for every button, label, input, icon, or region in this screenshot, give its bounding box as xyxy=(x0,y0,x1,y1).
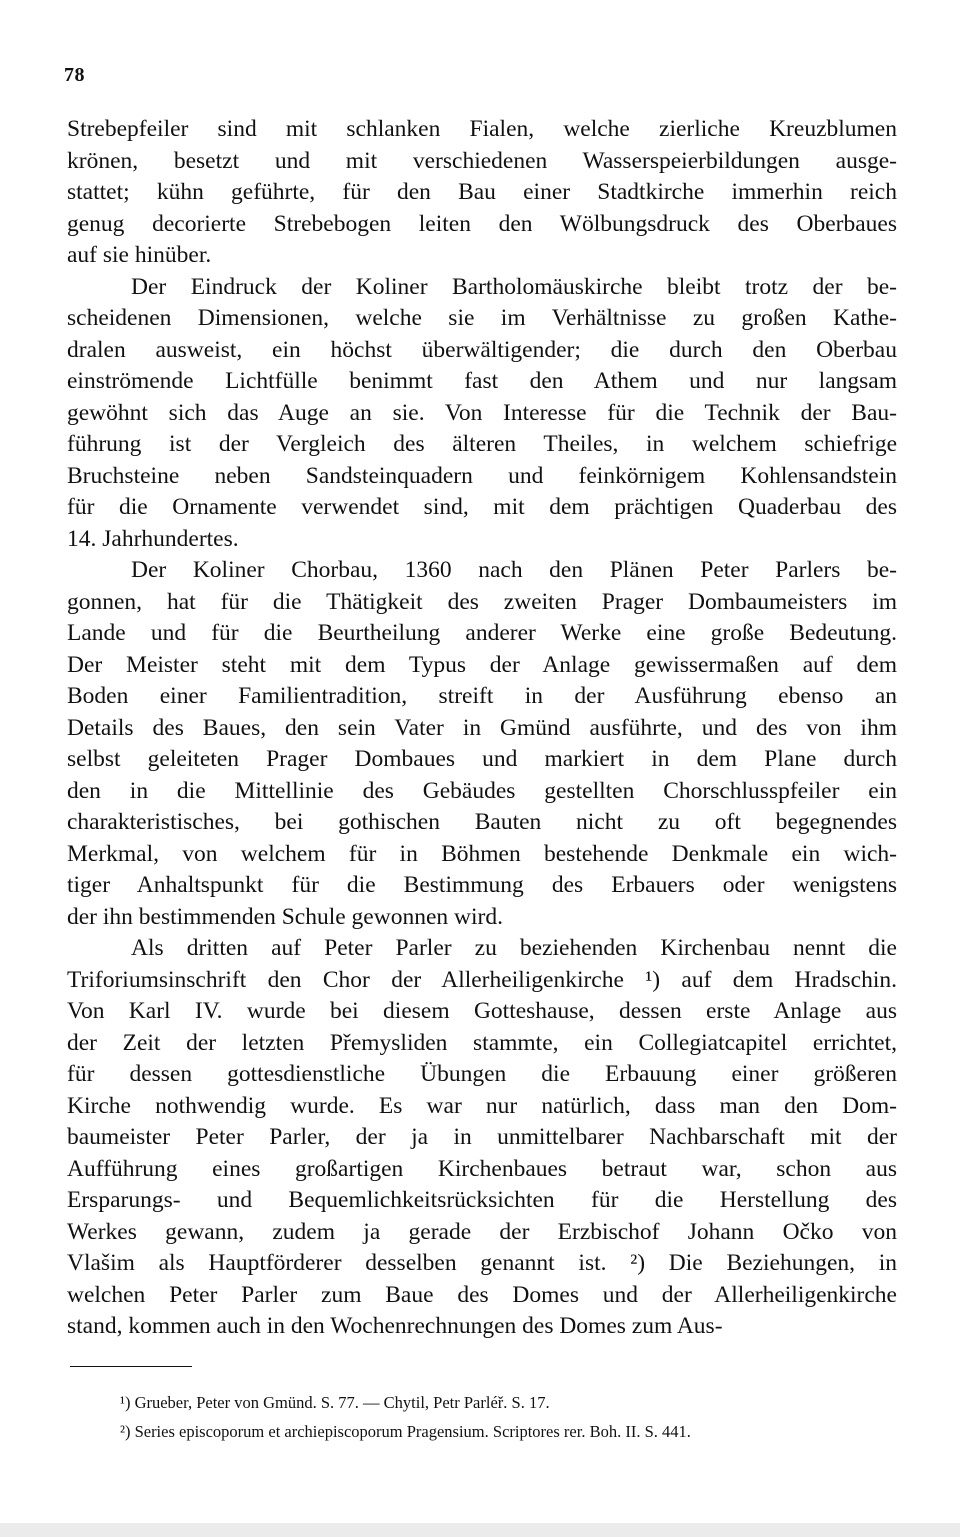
text-line: Kirche nothwendig wurde. Es war nur natürlich, dass man den Dom- xyxy=(67,1092,897,1119)
text-line: baumeister Peter Parler, der ja in unmittelbarer Nachbarschaft mit der xyxy=(67,1124,897,1150)
text-line: Vlašim als Hauptförderer desselben genannt ist. ²) Die Beziehungen, in xyxy=(67,1250,897,1276)
text-line: der Zeit der letzten Přemysliden stammte, ein Collegiatcapitel errichtet, xyxy=(67,1029,897,1056)
text-line: auf sie hinüber. xyxy=(67,242,212,268)
paragraph xyxy=(67,933,897,1343)
text-line: gonnen, hat für die Thätigkeit des zweiten Prager Dombaumeisters im xyxy=(67,588,897,615)
text-line: welchen Peter Parler zum Baue des Domes und der Allerheiligenkirche xyxy=(67,1281,897,1308)
text-line: Bruchsteine neben Sandsteinquadern und feinkörnigem Kohlensandstein xyxy=(67,462,897,489)
text-line: für dessen gottesdienstliche Übungen die Erbauung einer größeren xyxy=(67,1061,897,1087)
text-line: stand, kommen auch in den Wochenrechnungen des Domes zum Aus- xyxy=(67,1313,723,1339)
text-line: der ihn bestimmenden Schule gewonnen wird. xyxy=(67,903,503,930)
text-line: tiger Anhaltspunkt für die Bestimmung des Erbauers oder wenigstens xyxy=(67,872,897,898)
page-number: 78 xyxy=(64,64,85,86)
text-line: Strebepfeiler sind mit schlanken Fialen, welche zierliche Kreuzblumen xyxy=(67,116,897,142)
text-line: selbst geleiteten Prager Dombaues und markiert in dem Plane durch xyxy=(67,746,897,772)
text-line: Merkmal, von welchem für in Böhmen bestehende Denkmale ein wich- xyxy=(67,840,897,867)
text-line: den in die Mittellinie des Gebäudes gestellten Chorschlusspfeiler ein xyxy=(67,777,897,804)
text-line: Der Koliner Chorbau, 1360 nach den Plänen Peter Parlers be- xyxy=(131,557,897,583)
text-line: charakteristisches, bei gothischen Bauten nicht zu oft begegnendes xyxy=(67,809,897,835)
text-line: Triforiumsinschrift den Chor der Allerheiligenkirche ¹) auf dem Hradschin. xyxy=(67,966,897,993)
text-line: genug decorierte Strebebogen leiten den Wölbungsdruck des Oberbaues xyxy=(67,210,897,237)
text-line: Lande und für die Beurtheilung anderer Werke eine große Bedeutung. xyxy=(67,620,897,646)
text-line: Boden einer Familientradition, streift in der Ausführung ebenso an xyxy=(67,683,897,709)
paragraph xyxy=(67,114,897,272)
footnote-separator xyxy=(70,1366,192,1367)
text-line: einströmende Lichtfülle benimmt fast den Athem und nur langsam xyxy=(67,368,897,394)
footnotes xyxy=(120,1388,910,1446)
text-line: Details des Baues, den sein Vater in Gmünd ausführte, und des von ihm xyxy=(67,714,897,741)
body-text xyxy=(67,114,897,1343)
text-line: scheidenen Dimensionen, welche sie im Verhältnisse zu großen Kathe- xyxy=(67,305,897,331)
text-line: für die Ornamente verwendet sind, mit dem prächtigen Quaderbau des xyxy=(67,494,897,520)
text-line: führung ist der Vergleich des älteren Theiles, in welchem schiefrige xyxy=(67,431,897,457)
text-line: stattet; kühn geführte, für den Bau einer Stadtkirche immerhin reich xyxy=(67,179,897,205)
text-line: Aufführung eines großartigen Kirchenbaues betraut war, schon aus xyxy=(67,1155,897,1182)
footnote: ²) Series episcoporum et archiepiscoporum Pragensium. Scriptores rer. Boh. II. S. 441. xyxy=(120,1422,691,1441)
text-line: krönen, besetzt und mit verschiedenen Wasserspeierbildungen ausge- xyxy=(67,147,897,174)
scan-bottom-edge xyxy=(0,1523,960,1537)
text-line: Werkes gewann, zudem ja gerade der Erzbischof Johann Očko von xyxy=(67,1218,897,1245)
text-line: dralen ausweist, ein höchst überwältigender; die durch den Oberbau xyxy=(67,336,897,363)
paragraph xyxy=(67,272,897,556)
text-line: gewöhnt sich das Auge an sie. Von Interesse für die Technik der Bau- xyxy=(67,399,897,426)
footnote: ¹) Grueber, Peter von Gmünd. S. 77. — Chytil, Petr Parléř. S. 17. xyxy=(120,1393,550,1412)
text-line: Ersparungs- und Bequemlichkeitsrücksichten für die Herstellung des xyxy=(67,1187,897,1213)
text-line: 14. Jahrhundertes. xyxy=(67,525,239,552)
text-line: Der Meister steht mit dem Typus der Anlage gewissermaßen auf dem xyxy=(67,651,897,678)
text-line: Von Karl IV. wurde bei diesem Gotteshause, dessen erste Anlage aus xyxy=(67,998,897,1024)
paragraph xyxy=(67,555,897,933)
text-line: Der Eindruck der Koliner Bartholomäuskirche bleibt trotz der be- xyxy=(131,273,897,300)
text-line: Als dritten auf Peter Parler zu beziehenden Kirchenbau nennt die xyxy=(131,935,897,961)
